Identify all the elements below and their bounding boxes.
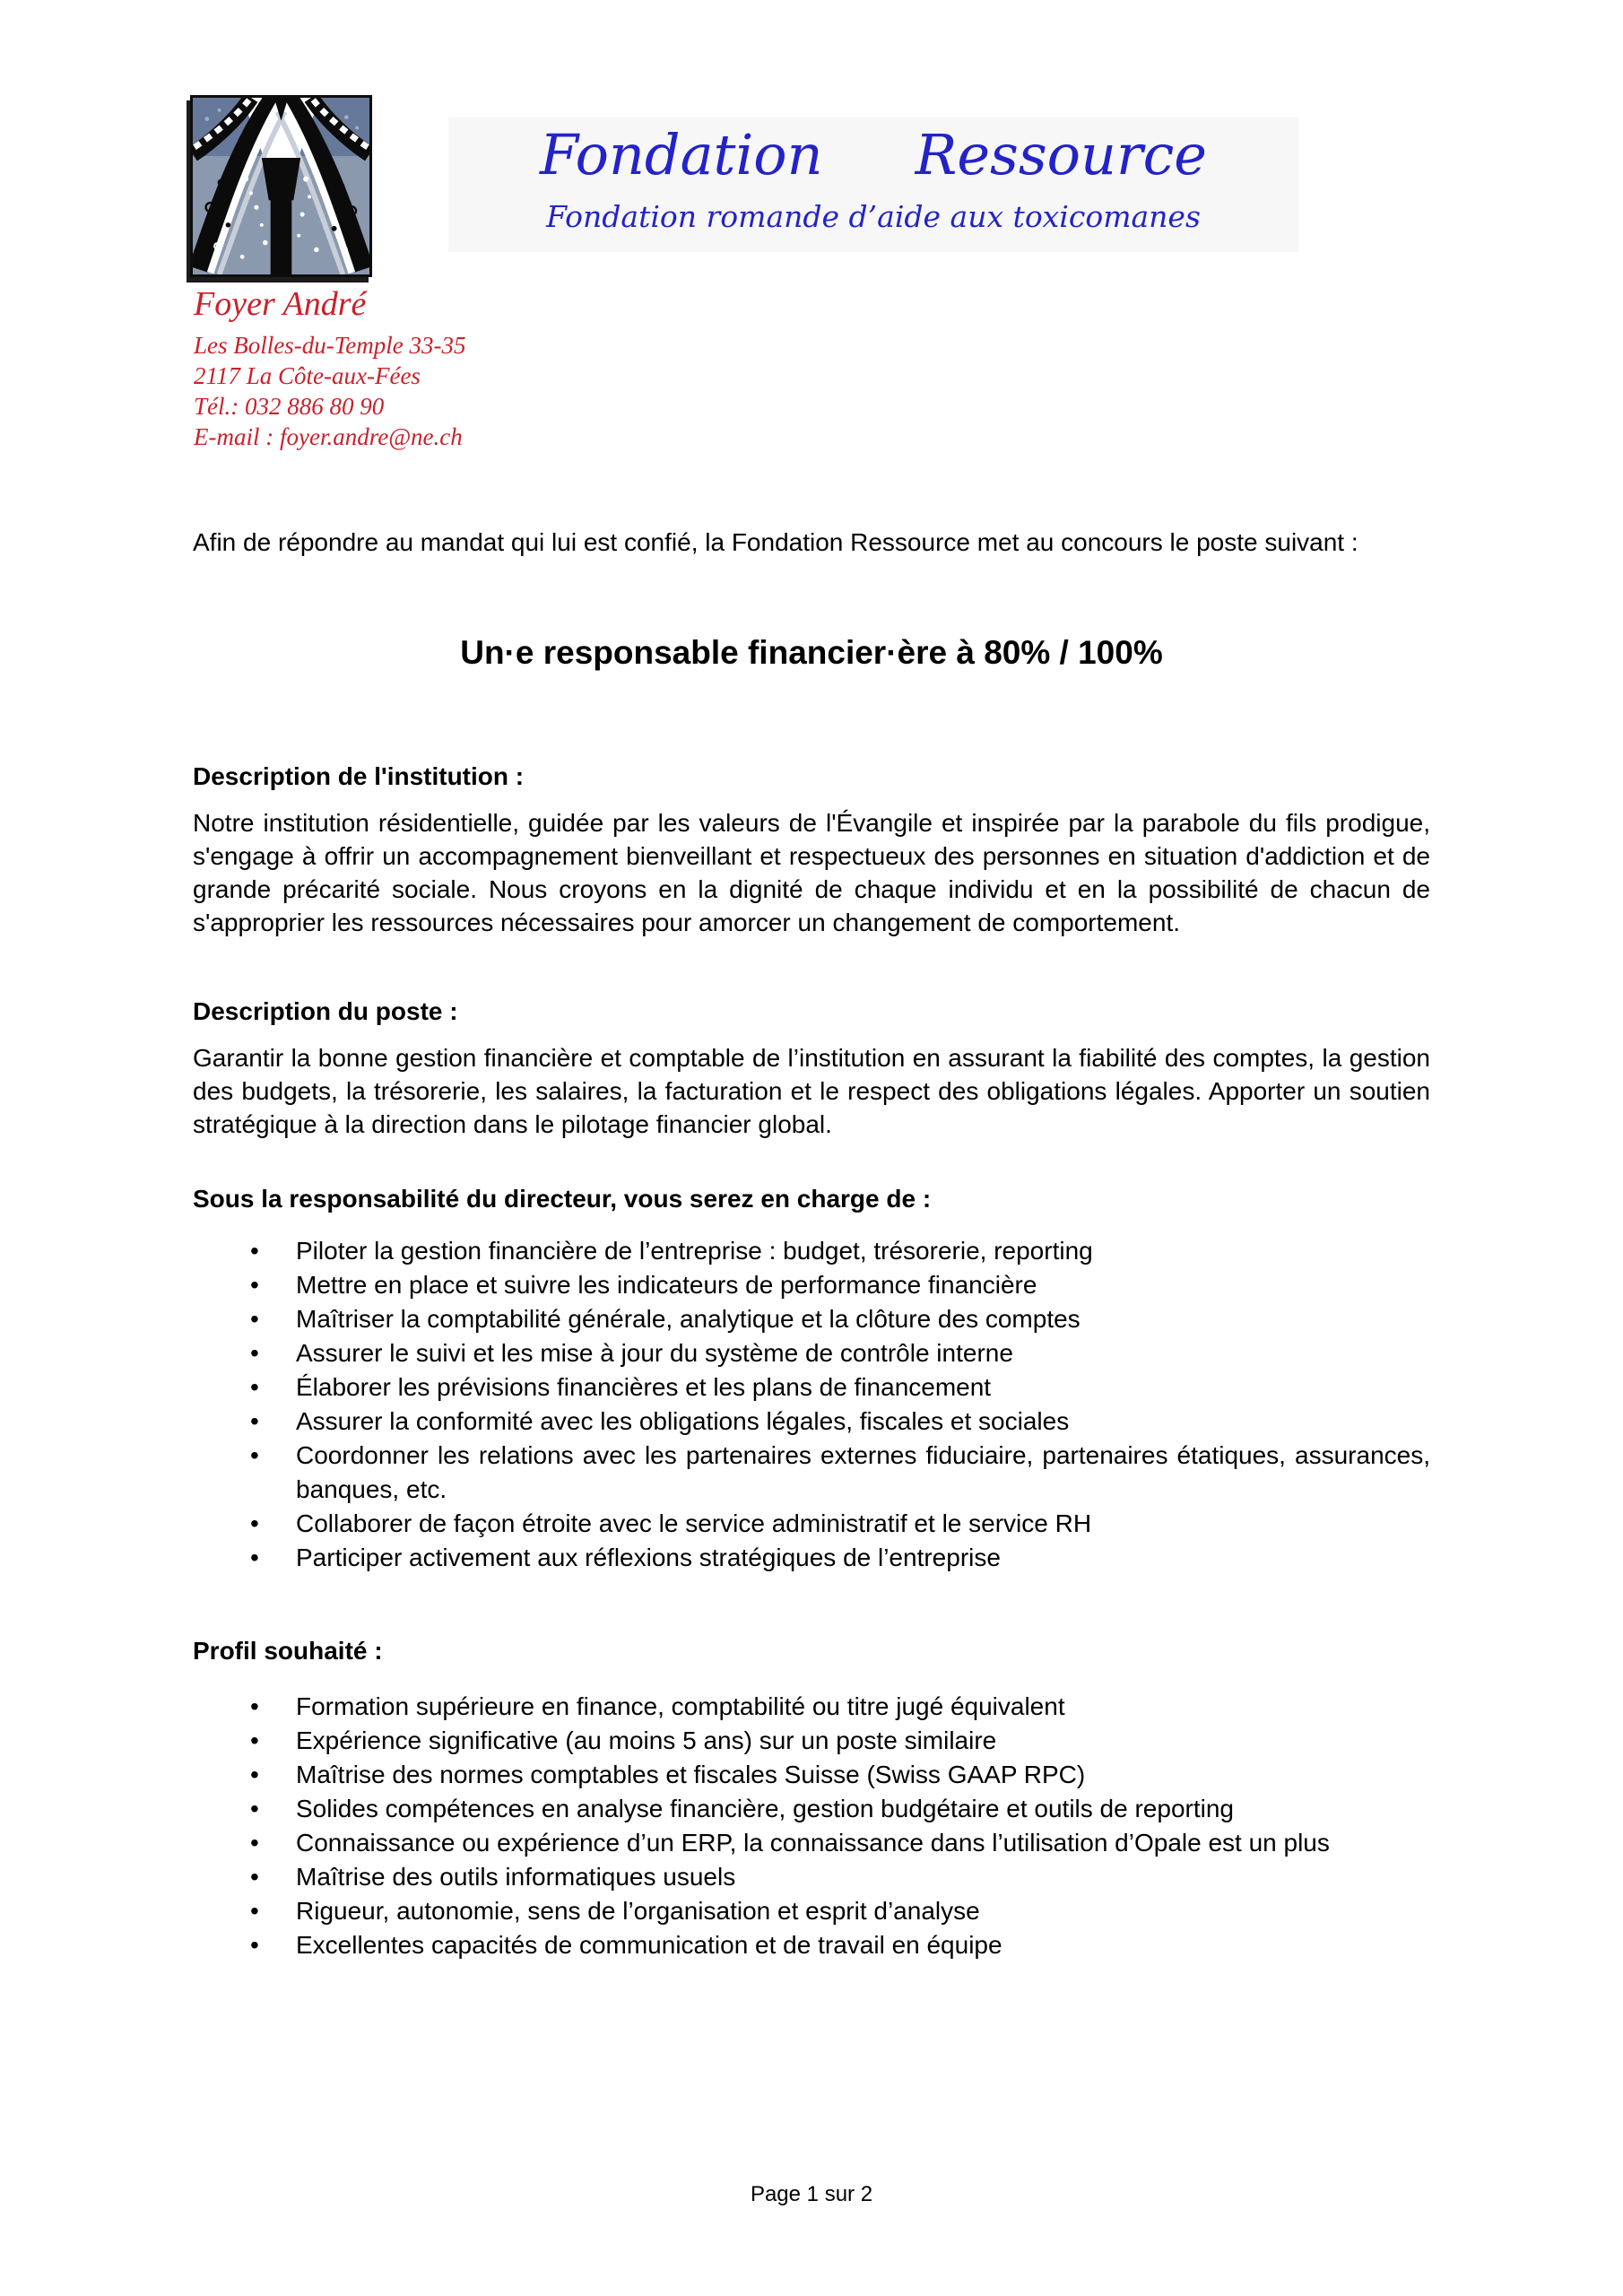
document-content [193, 526, 1430, 1962]
address-phone: Tél.: 032 886 80 90 [194, 393, 385, 420]
list-item: • Participer activement aux réflexions stratégiques de l’entreprise [193, 1541, 1430, 1575]
list-item: • Rigueur, autonomie, sens de l’organisation et esprit d’analyse [193, 1894, 1430, 1928]
list-item: • Connaissance ou expérience d’un ERP, la connaissance dans l’utilisation d’Opale est un plus [193, 1826, 1430, 1860]
organisation-name [448, 117, 1298, 187]
organisation-title-box [448, 117, 1298, 252]
list-item: • Maîtrise des outils informatiques usuels [193, 1860, 1430, 1894]
page-footer [0, 2181, 1623, 2208]
address-city: 2117 La Côte-aux-Fées [194, 362, 421, 389]
list-item: • Maîtriser la comptabilité générale, analytique et la clôture des comptes [193, 1302, 1430, 1336]
foundation-logo [190, 95, 372, 277]
list-item: • Élaborer les prévisions financières et les plans de financement [193, 1370, 1430, 1405]
list-item: • Collaborer de façon étroite avec le service administratif et le service RH [193, 1507, 1430, 1541]
responsabilites-heading: Sous la responsabilité du directeur, vous serez en charge de : [193, 1185, 932, 1213]
list-item: • Assurer la conformité avec les obligations légales, fiscales et sociales [193, 1405, 1430, 1439]
list-item: • Piloter la gestion financière de l’entreprise : budget, trésorerie, reporting [193, 1234, 1430, 1268]
profil-heading: Profil souhaité : [193, 1637, 383, 1665]
fountain-icon [193, 98, 369, 274]
address-email: E-mail : foyer.andre@ne.ch [194, 423, 463, 450]
list-item: • Excellentes capacités de communication et de travail en équipe [193, 1928, 1430, 1962]
list-item: • Solides compétences en analyse financière, gestion budgétaire et outils de reporting [193, 1792, 1430, 1826]
list-item: • Expérience significative (au moins 5 ans) sur un poste similaire [193, 1724, 1430, 1758]
address-street: Les Bolles-du-Temple 33-35 [194, 332, 466, 359]
list-item: • Coordonner les relations avec les partenaires externes fiduciaire, partenaires étatiques, assurances, banques, etc. [193, 1439, 1430, 1507]
responsabilites-list [193, 1234, 1430, 1575]
address-name: Foyer André [194, 285, 367, 323]
list-item: • Formation supérieure en finance, comptabilité ou titre jugé équivalent [193, 1690, 1430, 1724]
profil-list [193, 1690, 1430, 1962]
institution-paragraph: Notre institution résidentielle, guidée par les valeurs de l'Évangile et inspirée par la parabole du fils prodigue, s'engage à offrir un accompagnement bienveillant et respectueux des personnes en situation d'addiction et de grande précarité sociale. Nous croyons en la dignité de chaque individu et en la possibilité de chacun de s'approprier les ressources nécessaires pour amorcer un changement de comportement. [193, 809, 1430, 936]
intro-paragraph: Afin de répondre au mandat qui lui est confié, la Fondation Ressource met au concours le poste suivant : [193, 528, 1358, 556]
institution-heading: Description de l'institution : [193, 762, 525, 790]
organisation-name-word-2: Ressource [915, 122, 1207, 187]
list-item: • Maîtrise des normes comptables et fiscales Suisse (Swiss GAAP RPC) [193, 1758, 1430, 1792]
page-number-label: Page 1 sur 2 [750, 2182, 873, 2206]
poste-paragraph: Garantir la bonne gestion financière et comptable de l’institution en assurant la fiabilité des comptes, la gestion des budgets, la trésorerie, les salaires, la facturation et le respect des obligations légales. Apporter un soutien stratégique à la direction dans le pilotage financier global. [193, 1044, 1430, 1138]
poste-heading: Description du poste : [193, 997, 458, 1025]
organisation-subtitle: Fondation romande d’aide aux toxicomanes [546, 199, 1201, 234]
organisation-name-word-1: Fondation [540, 122, 823, 187]
list-item: • Assurer le suivi et les mise à jour du système de contrôle interne [193, 1336, 1430, 1370]
list-item: • Mettre en place et suivre les indicateurs de performance financière [193, 1268, 1430, 1302]
job-title: Un·e responsable financier·ère à 80% / 100% [460, 634, 1163, 671]
address-block [194, 283, 465, 452]
